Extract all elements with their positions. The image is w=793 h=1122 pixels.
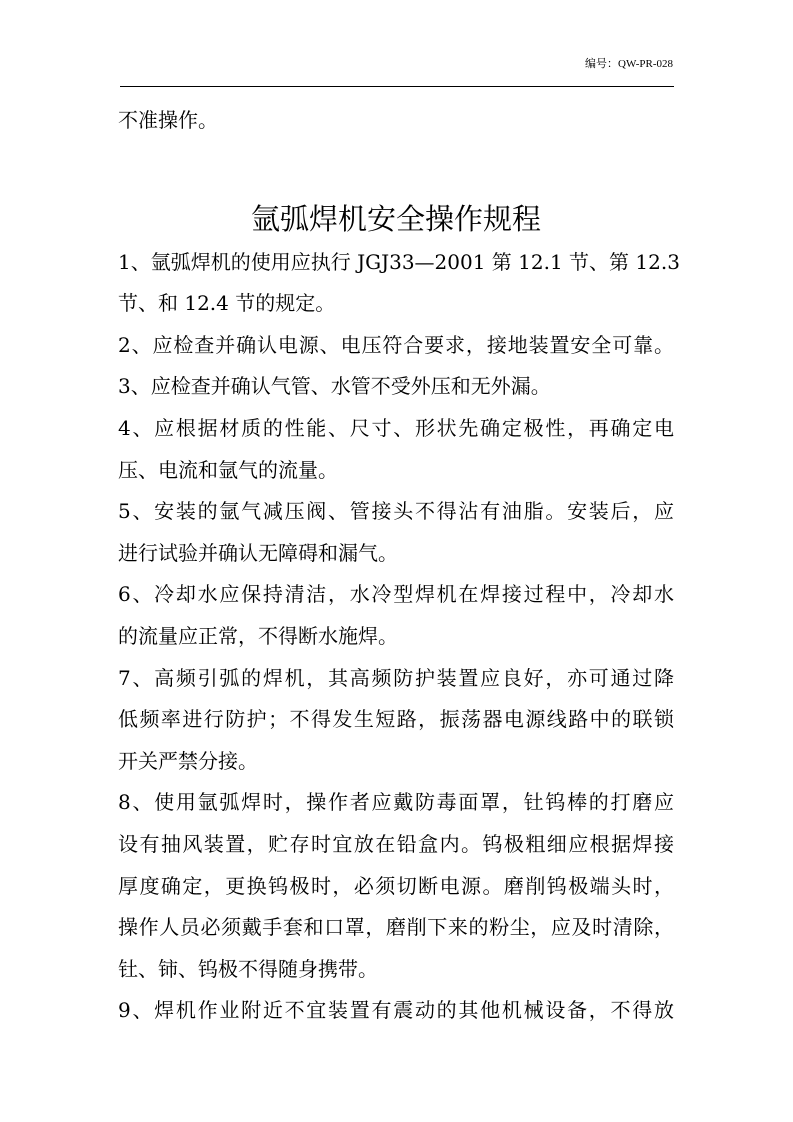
continuation-text: 不准操作。 (118, 108, 218, 132)
procedure-line: 节、和 12.4 节的规定。 (118, 291, 336, 316)
procedure-item (118, 366, 674, 408)
procedure-line: 2、应检查并确认电源、电压符合要求，接地装置安全可靠。 (118, 332, 674, 357)
procedure-line: 钍、铈、钨极不得随身携带。 (118, 956, 378, 981)
procedure-line: 厚度确定，更换钨极时，必须切断电源。磨削钨极端头时， (118, 873, 674, 898)
procedure-item (118, 242, 680, 325)
procedure-line: 6、冷却水应保持清洁，水冷型焊机在焊接过程中，冷却水 (118, 582, 674, 607)
procedure-item (118, 990, 674, 1032)
procedure-item (118, 408, 674, 491)
procedure-line: 进行试验并确认无障碍和漏气。 (118, 540, 398, 565)
procedure-line: 操作人员必须戴手套和口罩，磨削下来的粉尘，应及时清除， (118, 915, 674, 940)
procedure-line: 4、应根据材质的性能、尺寸、形状先确定极性，再确定电 (118, 415, 674, 440)
procedure-item (118, 491, 674, 574)
procedure-item (118, 574, 674, 657)
procedure-line: 设有抽风装置，贮存时宜放在铅盒内。钨极粗细应根据焊接 (118, 831, 674, 856)
header-rule (120, 86, 674, 87)
procedure-item (118, 782, 674, 990)
procedure-item (118, 325, 674, 367)
procedure-line: 开关严禁分接。 (118, 748, 258, 773)
document-number: 编号：QW-PR-028 (585, 58, 673, 70)
procedure-line: 9、焊机作业附近不宜装置有震动的其他机械设备，不得放 (118, 998, 674, 1023)
procedure-line: 3、应检查并确认气管、水管不受外压和无外漏。 (118, 374, 551, 399)
procedure-line: 1、氩弧焊机的使用应执行 JGJ33—2001 第 12.1 节、第 12.3 (118, 249, 680, 274)
procedure-list (118, 242, 680, 1032)
procedure-line: 8、使用氩弧焊时，操作者应戴防毒面罩，钍钨棒的打磨应 (118, 790, 674, 815)
document-body (118, 100, 680, 1032)
procedure-item (118, 658, 674, 783)
procedure-line: 7、高频引弧的焊机，其高频防护装置应良好，亦可通过降 (118, 665, 674, 690)
procedure-line: 5、安装的氩气减压阀、管接头不得沾有油脂。安装后，应 (118, 499, 674, 524)
procedure-line: 的流量应正常，不得断水施焊。 (118, 623, 398, 648)
document-title: 氩弧焊机安全操作规程 (250, 203, 541, 236)
procedure-line: 压、电流和氩气的流量。 (118, 457, 338, 482)
procedure-line: 低频率进行防护；不得发生短路，振荡器电源线路中的联锁 (118, 707, 674, 732)
